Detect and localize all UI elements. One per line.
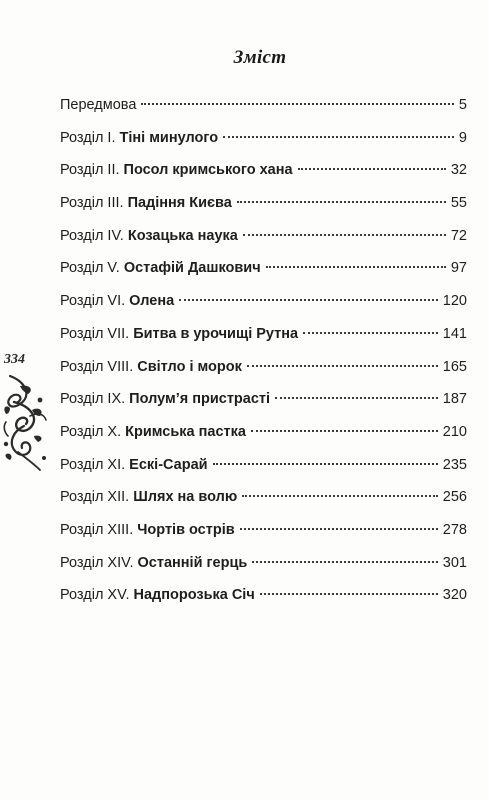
dot-leader bbox=[223, 136, 454, 138]
toc-entry bbox=[60, 291, 467, 324]
entry-page-number: 97 bbox=[450, 260, 467, 277]
entry-page-number: 320 bbox=[442, 587, 467, 604]
entry-label: Розділ XV. bbox=[60, 587, 130, 604]
entry-title: Шлях на волю bbox=[133, 489, 238, 506]
entry-page-number: 256 bbox=[442, 489, 467, 506]
entry-label: Розділ I. bbox=[60, 129, 116, 146]
entry-title: Надпорозька Січ bbox=[133, 587, 255, 604]
toc-entry bbox=[60, 585, 467, 618]
toc-entry bbox=[60, 258, 467, 291]
entry-title: Падіння Києва bbox=[127, 195, 232, 212]
page-number: 334 bbox=[4, 352, 25, 367]
entry-label: Розділ IV. bbox=[60, 227, 124, 244]
entry-label: Розділ X. bbox=[60, 423, 122, 440]
dot-leader bbox=[237, 201, 446, 203]
entry-title: Ескі-Сарай bbox=[129, 456, 208, 473]
entry-title: Битва в урочищі Рутна bbox=[133, 325, 299, 342]
floral-ornament-icon bbox=[0, 372, 50, 472]
entry-label: Розділ XIII. bbox=[60, 521, 134, 538]
dot-leader bbox=[260, 593, 438, 595]
dot-leader bbox=[242, 495, 438, 497]
dot-leader bbox=[298, 168, 446, 170]
entry-label: Розділ VIII. bbox=[60, 358, 134, 375]
entry-label: Розділ IX. bbox=[60, 391, 126, 408]
entry-title: Останній герць bbox=[137, 554, 248, 571]
entry-title: Чортів острів bbox=[137, 521, 235, 538]
toc-entry bbox=[60, 520, 467, 553]
entry-label: Розділ VII. bbox=[60, 325, 130, 342]
entry-page-number: 141 bbox=[442, 325, 467, 342]
dot-leader bbox=[141, 103, 454, 105]
entry-label: Розділ XII. bbox=[60, 489, 130, 506]
entry-title: Козацька наука bbox=[127, 227, 238, 244]
dot-leader bbox=[243, 234, 446, 236]
dot-leader bbox=[179, 299, 438, 301]
entry-title: Остафій Дашкович bbox=[123, 260, 261, 277]
entry-title: Тіні минулого bbox=[119, 129, 219, 146]
entry-label: Розділ XIV. bbox=[60, 554, 134, 571]
dot-leader bbox=[251, 430, 438, 432]
toc-entry bbox=[60, 95, 467, 128]
entry-page-number: 187 bbox=[442, 391, 467, 408]
entry-page-number: 165 bbox=[442, 358, 467, 375]
entry-title: Посол кримського хана bbox=[123, 162, 293, 179]
entry-label: Розділ VI. bbox=[60, 293, 126, 310]
entry-page-number: 278 bbox=[442, 521, 467, 538]
toc-title: Зміст bbox=[233, 47, 287, 68]
entry-page-number: 32 bbox=[450, 162, 467, 179]
dot-leader bbox=[240, 528, 438, 530]
dot-leader bbox=[213, 463, 438, 465]
entry-label: Передмова bbox=[60, 97, 137, 113]
entry-page-number: 301 bbox=[442, 554, 467, 571]
entry-label: Розділ III. bbox=[60, 195, 124, 212]
entry-page-number: 235 bbox=[442, 456, 467, 473]
entry-page-number: 120 bbox=[442, 293, 467, 310]
toc-entry bbox=[60, 455, 467, 488]
toc-entry bbox=[60, 128, 467, 161]
dot-leader bbox=[247, 365, 438, 367]
entry-label: Розділ XI. bbox=[60, 456, 126, 473]
toc-entry bbox=[60, 226, 467, 259]
entry-title: Олена bbox=[129, 293, 175, 310]
toc-list bbox=[60, 95, 467, 618]
toc-entry bbox=[60, 193, 467, 226]
entry-page-number: 5 bbox=[458, 97, 467, 113]
toc-entry bbox=[60, 160, 467, 193]
entry-page-number: 210 bbox=[442, 423, 467, 440]
dot-leader bbox=[266, 266, 446, 268]
entry-label: Розділ V. bbox=[60, 260, 120, 277]
toc-entry bbox=[60, 389, 467, 422]
entry-title: Світло і морок bbox=[137, 358, 242, 375]
entry-page-number: 55 bbox=[450, 195, 467, 212]
toc-entry bbox=[60, 357, 467, 390]
entry-title: Полум’я пристрасті bbox=[129, 391, 271, 408]
dot-leader bbox=[303, 332, 438, 334]
toc-entry bbox=[60, 553, 467, 586]
toc-entry bbox=[60, 422, 467, 455]
entry-title: Кримська пастка bbox=[125, 423, 246, 440]
toc-entry bbox=[60, 487, 467, 520]
dot-leader bbox=[275, 397, 438, 399]
dot-leader bbox=[252, 561, 437, 563]
entry-page-number: 72 bbox=[450, 227, 467, 244]
entry-label: Розділ II. bbox=[60, 162, 120, 179]
entry-page-number: 9 bbox=[458, 129, 467, 146]
toc-entry bbox=[60, 324, 467, 357]
